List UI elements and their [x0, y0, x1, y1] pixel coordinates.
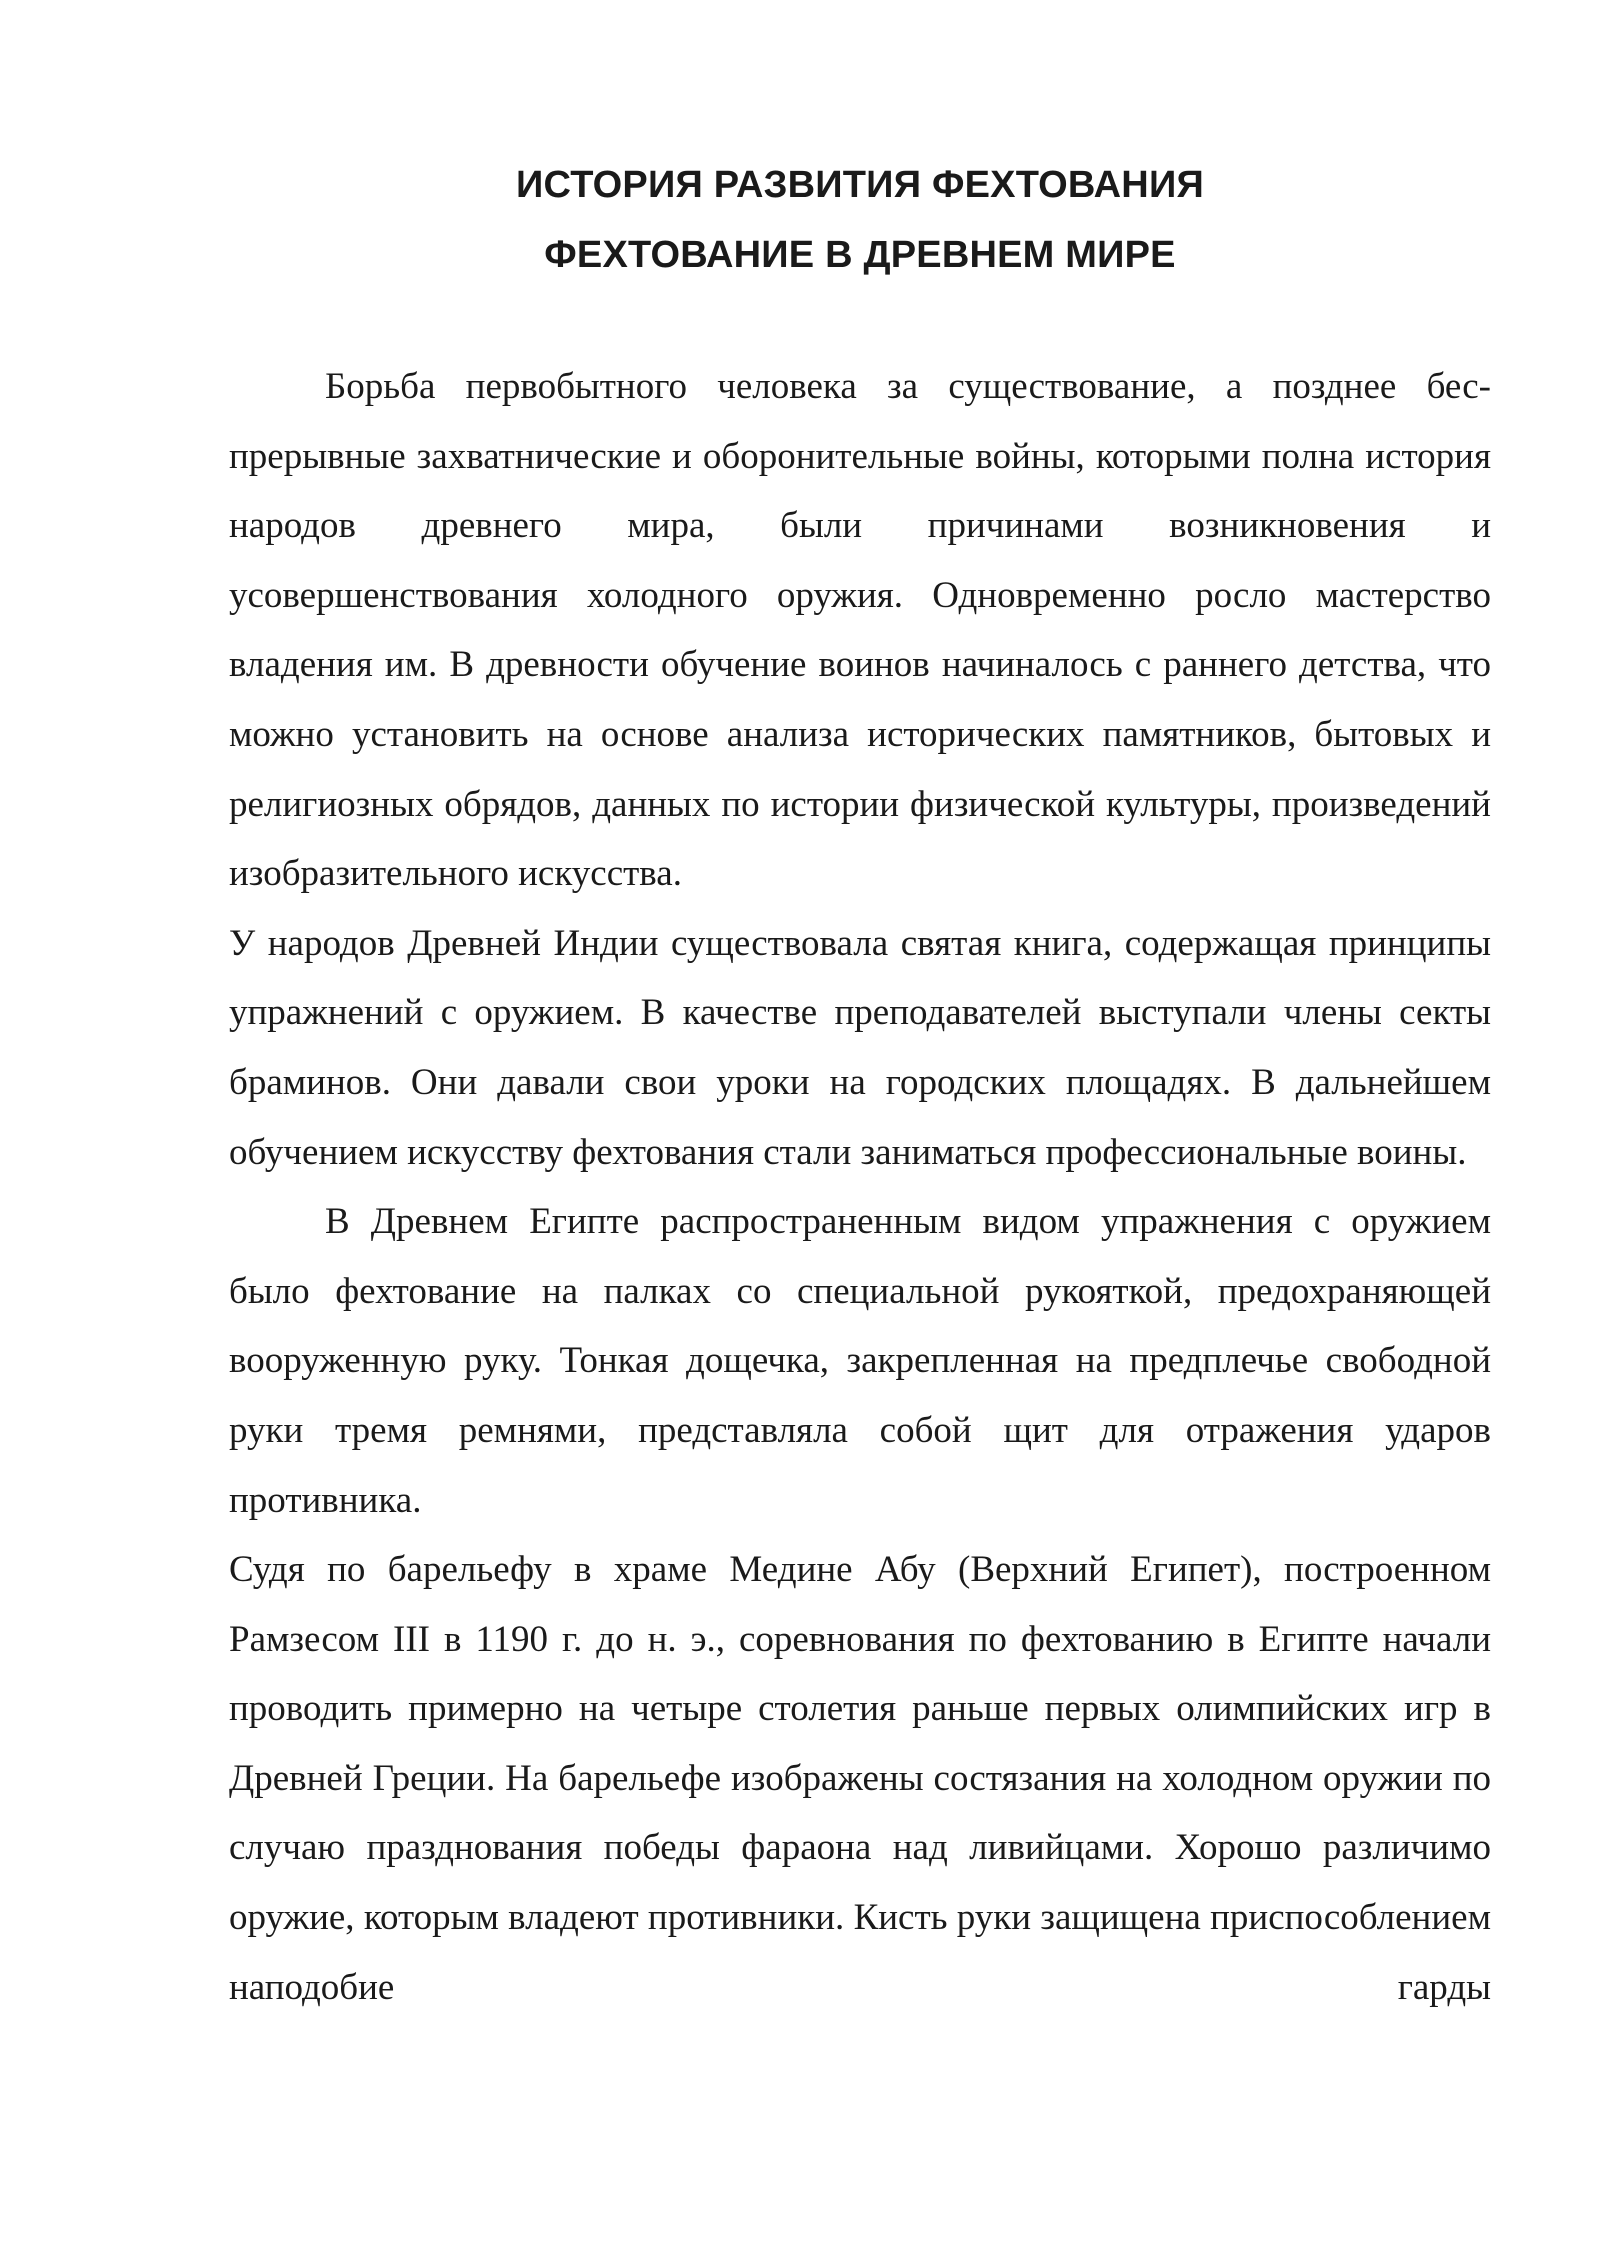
- document-body: [229, 352, 1491, 2022]
- paragraph-3: В Древнем Египте распространенным видом упражнения с оружием было фехтование на палках со специальной рукояткой, предохраняющей вооруженную руку. Тонкая дощечка, закрепленная на предплечье свободной руки тремя ремнями, представляла собой щит для отражения ударов противника.: [229, 1201, 1491, 1521]
- paragraph-1: Борьба первобытного человека за существование, а позднее беспрерывные захватнические и оборонительные войны, которыми полна история народов древнего мира, были причинами возникновения и усовершенствования холодного оружия. Одновременно росло мастерство владения им. В древности обучение воинов начиналось с раннего детства, что можно установить на основе анализа исторических памятников, бытовых и религиозных обрядов, данных по истории физической культуры, произведений изобразительного искусства.: [229, 366, 1491, 895]
- title-block: [0, 150, 1600, 290]
- document-title: ИСТОРИЯ РАЗВИТИЯ ФЕХТОВАНИЯ: [516, 164, 1204, 206]
- paragraph-2: У народов Древней Индии существовала святая книга, содержащая принципы упражнений с оружием. В качестве преподавателей выступали члены секты браминов. Они давали свои уроки на городских площадях. В дальнейшем обучением искусству фехтования стали заниматься профессиональные воины.: [229, 922, 1491, 1173]
- paragraph-4: Судя по барельефу в храме Медине Абу (Верхний Египет), построенном Рамзесом III в 1190 г. до н. э., соревнования по фехтованию в Египте начали проводить примерно на четыре столетия раньше первых олимпийских игр в Древней Греции. На барельефе изображены состязания на холодном оружии по случаю празднования победы фараона над ливийцами. Хорошо различимо оружие, которым владеют противники. Кисть руки защищена приспособлением наподобие гарды: [229, 1549, 1491, 2008]
- document-subtitle: ФЕХТОВАНИЕ В ДРЕВНЕМ МИРЕ: [544, 234, 1176, 276]
